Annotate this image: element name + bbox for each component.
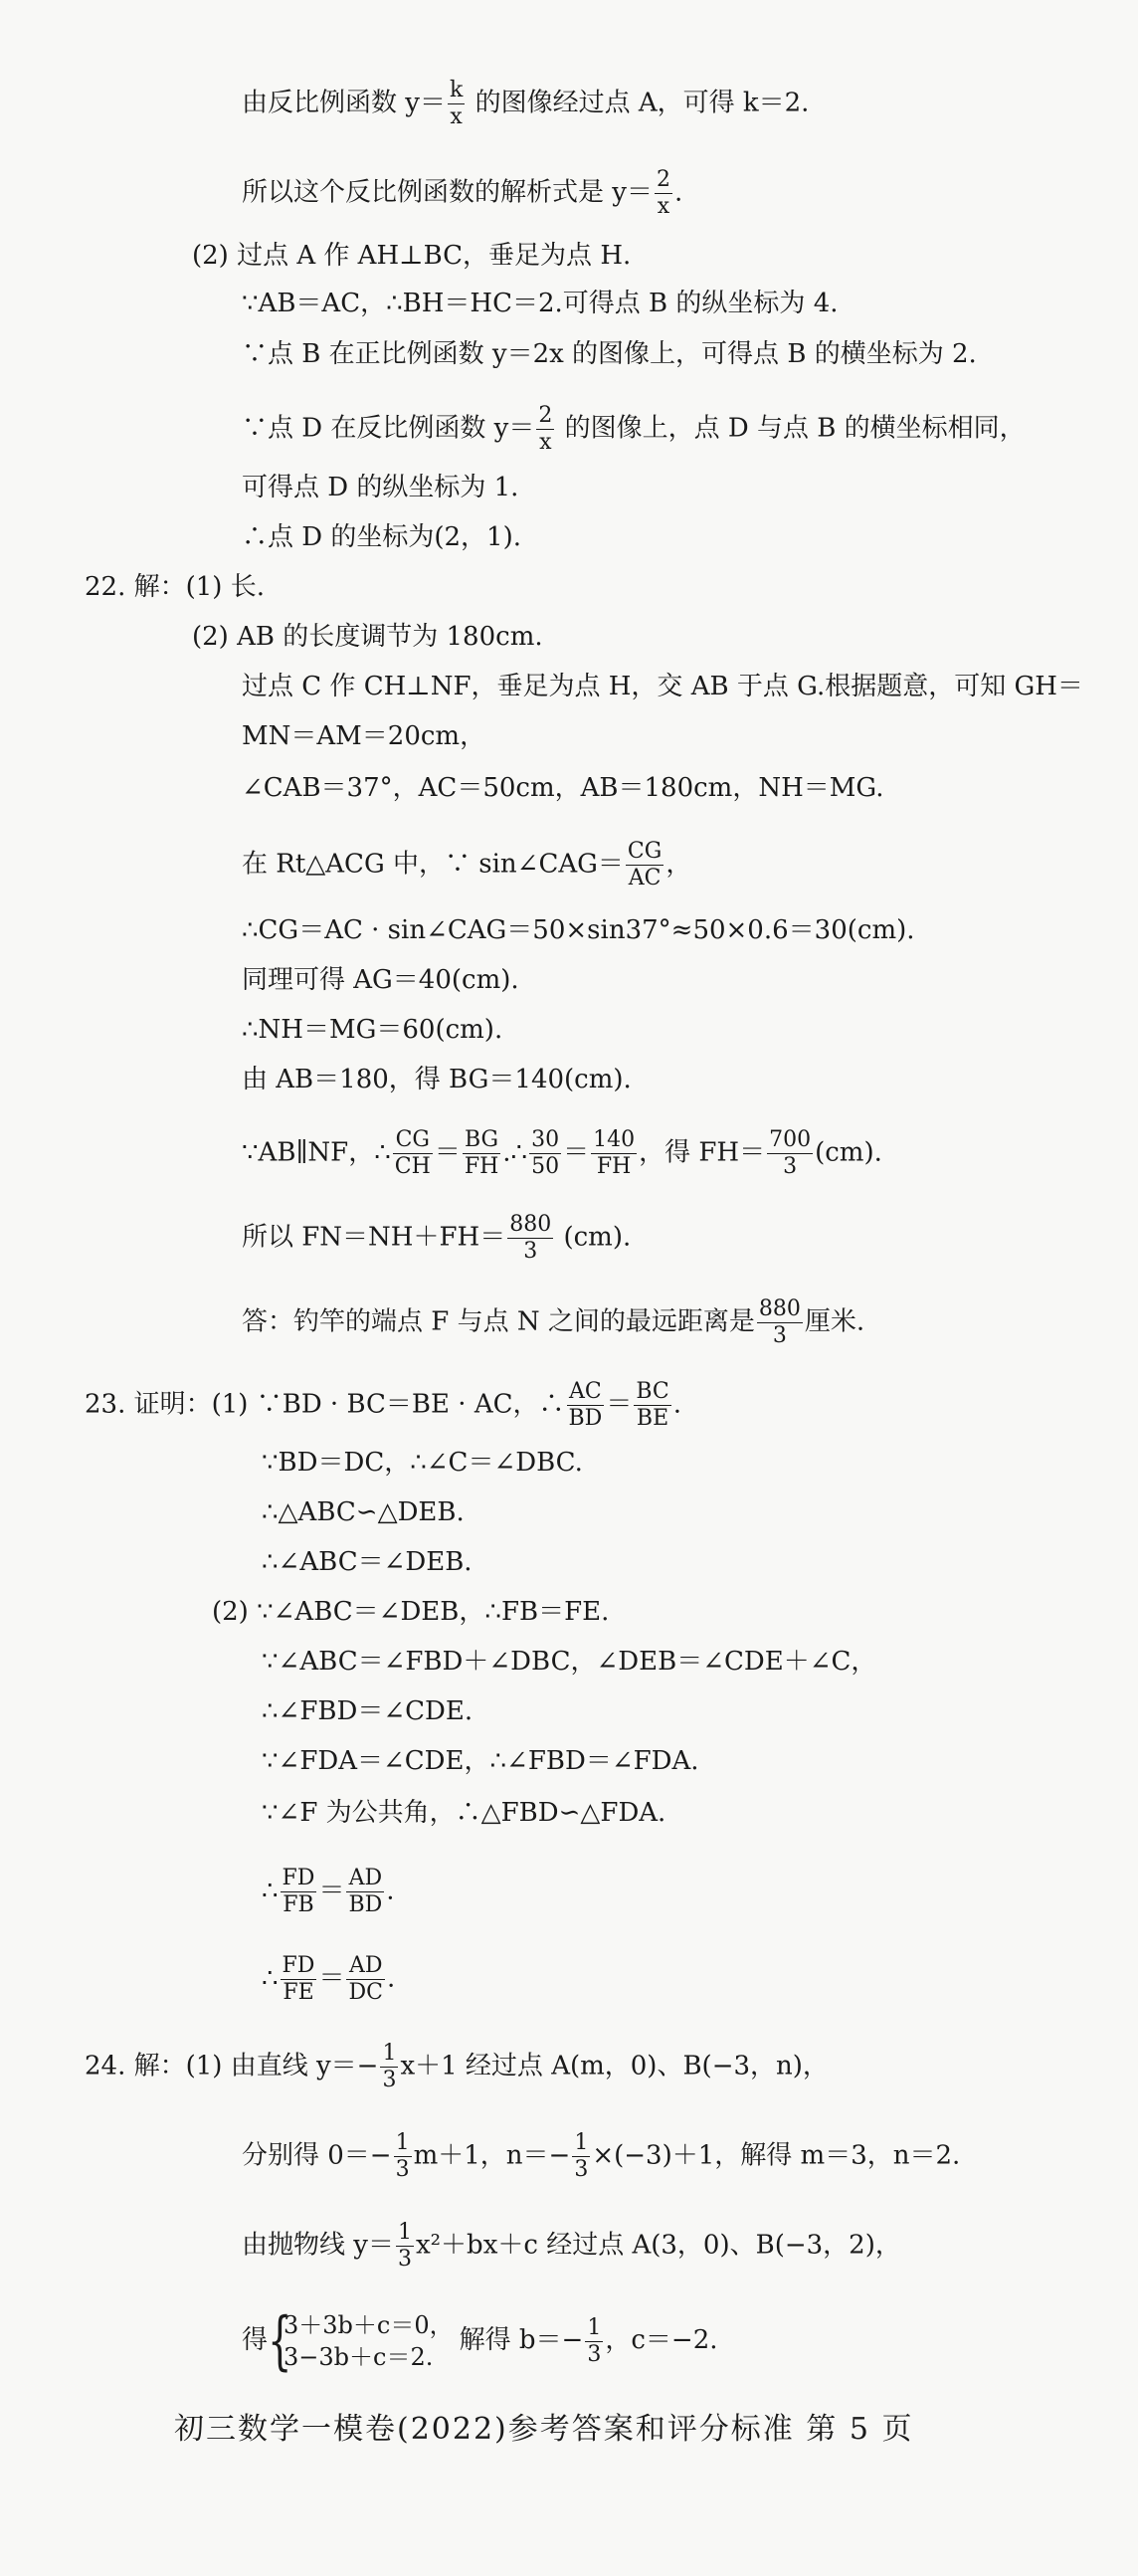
numerator: FD <box>282 1953 315 1978</box>
text-run: x＋1 经过点 A(m，0)、B(−3，n)， <box>400 2051 829 2081</box>
numerator: 1 <box>574 2130 589 2155</box>
denominator: 3 <box>574 2157 589 2182</box>
text-line <box>192 239 631 273</box>
fraction <box>767 1127 813 1180</box>
text-run: 24. 解：(1) 由直线 y＝− <box>85 2051 379 2081</box>
denominator: x <box>539 430 552 455</box>
text-line <box>85 570 265 604</box>
text-run: ∵BD＝DC，∴∠C＝∠DBC. <box>262 1448 583 1478</box>
text-run: ，得 FH＝ <box>639 1137 766 1168</box>
equation-row: 3−3b＋c＝2. <box>284 2343 434 2371</box>
numerator: CG <box>393 1127 433 1154</box>
text-run: . <box>673 177 683 208</box>
fraction <box>626 839 664 892</box>
text-run: 过点 C 作 CH⊥NF，垂足为点 H，交 AB 于点 G.根据题意，可知 GH＝ <box>242 672 1083 701</box>
numerator: BC <box>636 1379 669 1404</box>
denominator: DC <box>348 1980 383 2005</box>
text-run: 解得 b＝− <box>459 2325 584 2355</box>
text-line <box>85 2041 829 2093</box>
text-run: 的图像经过点 A，可得 k＝2. <box>467 88 810 118</box>
fraction <box>281 1953 317 2006</box>
fraction <box>380 2041 398 2093</box>
text-run: ∵点 B 在正比例函数 y＝2x 的图像上，可得点 B 的横坐标为 2. <box>242 339 977 369</box>
text-run: (cm). <box>555 1222 632 1253</box>
text-line <box>212 1595 609 1629</box>
equation-row: 3＋3b＋c＝0， <box>284 2311 454 2339</box>
text-run: (2) ∵∠ABC＝∠DEB，∴FB＝FE. <box>212 1597 610 1627</box>
text-run: 23. 证明：(1) ∵BD · BC＝BE · AC，∴ <box>85 1389 565 1420</box>
equation-system <box>268 2304 454 2378</box>
text-line <box>262 1953 395 2006</box>
text-run: 所以 FN＝NH＋FH＝ <box>242 1222 506 1253</box>
text-line <box>262 1694 473 1728</box>
text-line <box>242 1127 882 1180</box>
fraction <box>463 1127 500 1180</box>
denominator: BE <box>636 1406 669 1431</box>
text-line <box>262 1866 395 1918</box>
text-line <box>192 620 543 654</box>
text-run: ＝ <box>606 1389 633 1420</box>
fraction <box>507 1212 553 1265</box>
text-run: ∠CAB＝37°，AC＝50cm，AB＝180cm，NH＝MG. <box>242 773 884 803</box>
text-run: 分别得 0＝− <box>242 2140 392 2171</box>
numerator: 2 <box>538 403 553 428</box>
fraction <box>448 78 465 130</box>
text-run: MN＝AM＝20cm， <box>242 721 486 751</box>
denominator: FE <box>283 1980 314 2005</box>
numerator: 2 <box>656 167 670 192</box>
text-run: 厘米. <box>804 1306 865 1337</box>
text-run: . <box>672 1389 682 1420</box>
text-line <box>242 520 521 554</box>
text-run: ∴NH＝MG＝60(cm). <box>242 1015 503 1045</box>
text-run: (2) AB 的长度调节为 180cm. <box>192 622 543 652</box>
text-line <box>242 2304 718 2378</box>
fraction <box>585 2315 603 2368</box>
text-run: ∴∠FBD＝∠CDE. <box>262 1696 474 1726</box>
fraction <box>393 1127 433 1180</box>
fraction <box>757 1296 803 1349</box>
text-run: 由 AB＝180，得 BG＝140(cm). <box>242 1065 632 1094</box>
denominator: 3 <box>382 2068 397 2092</box>
text-run: (2) 过点 A 作 AH⊥BC，垂足为点 H. <box>192 241 632 271</box>
numerator: AD <box>346 1953 384 1980</box>
numerator: AC <box>567 1379 605 1406</box>
text-run: 同理可得 AG＝40(cm). <box>242 965 519 995</box>
numerator: 1 <box>382 2041 397 2066</box>
denominator: FH <box>464 1154 499 1179</box>
text-run: . <box>386 1963 396 1994</box>
text-line <box>242 913 915 947</box>
text-line <box>242 2130 960 2183</box>
fraction <box>634 1379 670 1432</box>
text-run: ∴CG＝AC · sin∠CAG＝50×sin37°≈50×0.6＝30(cm). <box>242 915 915 945</box>
text-run: ∴ <box>262 1876 279 1906</box>
text-line <box>242 719 485 753</box>
denominator: 3 <box>397 2247 412 2272</box>
text-run: .∴ <box>502 1137 528 1168</box>
fraction <box>567 1379 605 1432</box>
numerator: BG <box>463 1127 500 1154</box>
denominator: BD <box>568 1406 603 1431</box>
text-line <box>242 963 519 997</box>
text-line <box>242 1013 502 1047</box>
numerator: 30 <box>531 1127 560 1152</box>
text-run: 的图像上，点 D 与点 B 的横坐标相同， <box>556 413 1026 444</box>
text-line <box>242 78 809 130</box>
denominator: CH <box>394 1154 431 1179</box>
numerator: 700 <box>769 1127 812 1152</box>
numerator: 880 <box>758 1296 801 1321</box>
text-run: 答：钓竿的端点 F 与点 N 之间的最远距离是 <box>242 1306 755 1337</box>
text-run: ∴ <box>262 1963 279 1994</box>
text-line <box>242 839 691 892</box>
fraction <box>281 1866 317 1918</box>
text-run: 由反比例函数 y＝ <box>242 88 446 118</box>
text-run: 22. 解：(1) 长. <box>85 572 265 602</box>
text-run: 得 <box>242 2325 269 2355</box>
fraction <box>396 2220 414 2273</box>
text-run: ∵∠FDA＝∠CDE，∴∠FBD＝∠FDA. <box>262 1746 699 1776</box>
denominator: FH <box>596 1154 632 1179</box>
text-line <box>262 1446 583 1480</box>
text-line <box>262 1545 473 1579</box>
text-run: ∴点 D 的坐标为(2，1). <box>242 522 522 552</box>
text-line <box>262 1645 876 1679</box>
text-run: . <box>386 1876 395 1906</box>
denominator: x <box>450 104 463 129</box>
text-run: ∴∠ABC＝∠DEB. <box>262 1547 473 1577</box>
denominator: 3 <box>783 1154 798 1179</box>
numerator: FD <box>282 1866 315 1890</box>
text-line <box>242 337 977 371</box>
denominator: BD <box>348 1892 383 1917</box>
numerator: 880 <box>509 1212 552 1237</box>
text-run: ∵∠ABC＝∠FBD＋∠DBC，∠DEB＝∠CDE＋∠C， <box>262 1647 877 1677</box>
text-line <box>242 403 1026 456</box>
text-line <box>242 1296 864 1349</box>
text-run: ＝ <box>318 1876 345 1906</box>
fraction <box>591 1127 637 1180</box>
numerator: 1 <box>587 2314 602 2340</box>
text-run: ， <box>665 849 692 880</box>
text-run: 由抛物线 y＝ <box>242 2230 394 2261</box>
text-line <box>242 670 1083 703</box>
text-run: ＝ <box>563 1137 590 1168</box>
text-run: ×(−3)＋1，解得 m＝3，n＝2. <box>592 2140 961 2171</box>
text-run: 所以这个反比例函数的解析式是 y＝ <box>242 177 653 208</box>
fraction <box>655 167 672 220</box>
numerator: AD <box>346 1866 384 1892</box>
text-run: 可得点 D 的纵坐标为 1. <box>242 473 519 502</box>
numerator: 140 <box>593 1127 636 1152</box>
text-run: (cm). <box>815 1137 882 1168</box>
fraction <box>394 2130 412 2183</box>
text-line <box>262 1495 465 1529</box>
text-line <box>242 771 884 805</box>
text-line <box>242 167 682 220</box>
text-run: x²＋bx＋c 经过点 A(3，0)、B(−3，2)， <box>415 2230 901 2261</box>
text-run: 在 Rt△ACG 中，∵ sin∠CAG＝ <box>242 849 624 880</box>
denominator: 3 <box>772 1323 787 1348</box>
denominator: 3 <box>587 2341 602 2367</box>
text-line <box>85 1379 681 1432</box>
fraction <box>536 403 554 456</box>
denominator: 3 <box>395 2157 410 2182</box>
text-line <box>242 287 839 320</box>
brace-symbol: { <box>268 2304 292 2378</box>
text-run: m＋1，n＝− <box>413 2140 571 2171</box>
text-run: ＝ <box>318 1963 345 1994</box>
page-footer: 初三数学一模卷(2022)参考答案和评分标准 第 5 页 <box>174 2412 914 2447</box>
numerator: k <box>449 78 464 102</box>
text-line <box>262 1796 665 1830</box>
text-run: ，c＝−2. <box>605 2325 718 2355</box>
denominator: FB <box>283 1892 314 1917</box>
fraction <box>346 1953 384 2006</box>
numerator: 1 <box>395 2130 410 2155</box>
fraction <box>346 1866 384 1918</box>
numerator: 1 <box>397 2220 412 2245</box>
text-line <box>242 471 518 504</box>
denominator: 50 <box>531 1154 560 1179</box>
denominator: AC <box>628 866 662 891</box>
text-line <box>262 1744 699 1778</box>
text-line <box>242 1063 632 1096</box>
numerator: CG <box>627 839 663 864</box>
text-line <box>242 2220 901 2273</box>
text-line <box>242 1212 631 1265</box>
text-run: ∵AB＝AC，∴BH＝HC＝2.可得点 B 的纵坐标为 4. <box>242 289 839 318</box>
text-run: ＝ <box>434 1137 461 1168</box>
denominator: 3 <box>523 1239 538 1264</box>
fraction <box>572 2130 590 2183</box>
denominator: x <box>657 194 670 219</box>
text-run: ∵AB∥NF，∴ <box>242 1137 391 1168</box>
text-run: ∵点 D 在反比例函数 y＝ <box>242 413 535 444</box>
text-run: ∴△ABC∽△DEB. <box>262 1497 465 1527</box>
text-run: ∵∠F 为公共角，∴△FBD∽△FDA. <box>262 1798 666 1828</box>
fraction <box>529 1127 561 1180</box>
